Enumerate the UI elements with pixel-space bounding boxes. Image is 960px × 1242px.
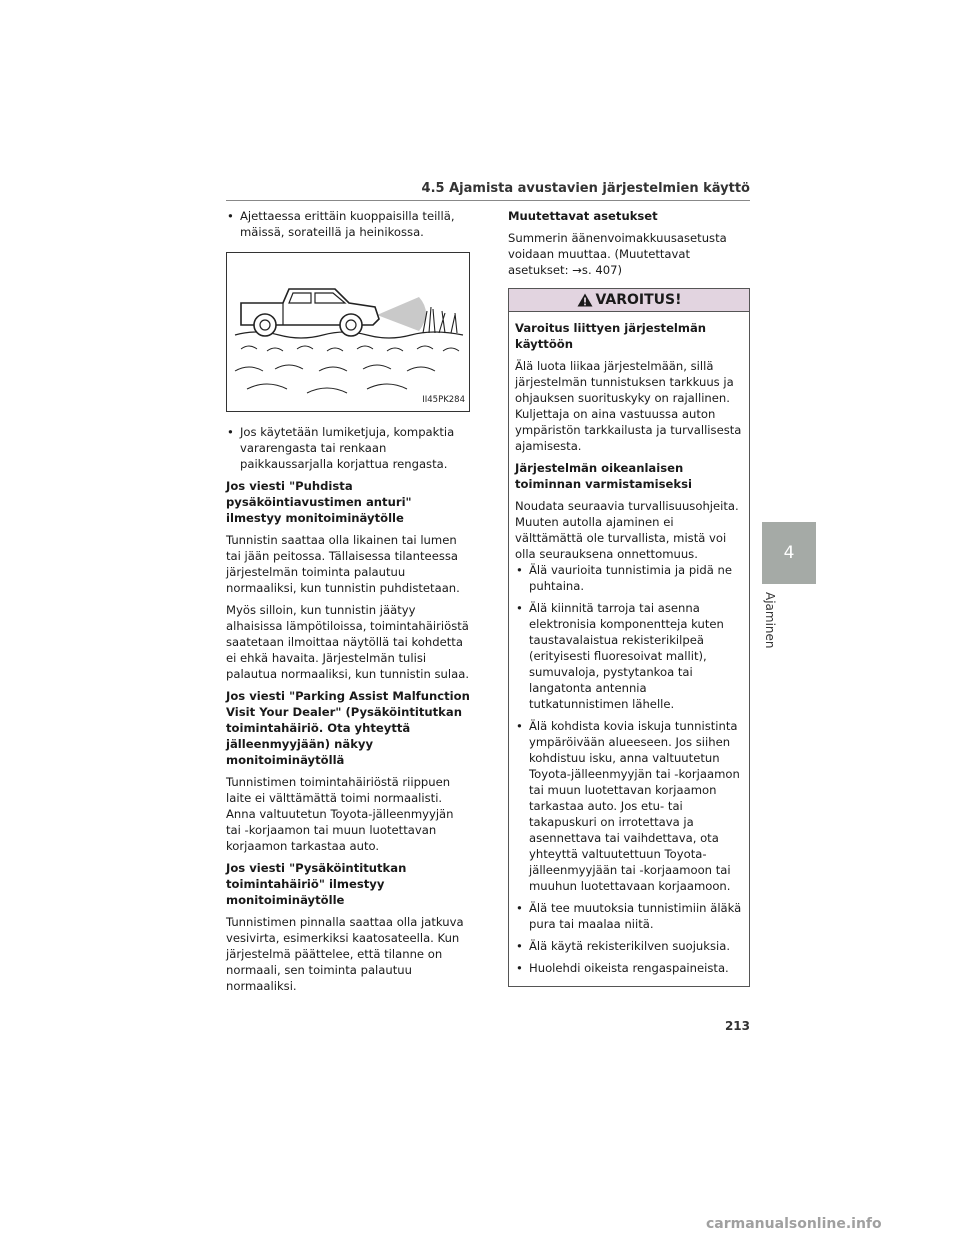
warning-heading-usage: Varoitus liittyen järjestelmän käyttöön xyxy=(515,321,707,351)
watermark: carmanualsonline.info xyxy=(706,1216,882,1232)
paragraph-buzzer-volume: Summerin äänenvoimakkuusasetusta voidaan muuttaa. (Muutettavat asetukset: →s. 407) xyxy=(508,231,727,277)
chapter-tab-label xyxy=(761,592,781,652)
heading-clean-sensor: Jos viesti "Puhdista pysäköintiavustimen anturi" ilmestyy monitoiminäytölle xyxy=(226,479,412,525)
warning-box xyxy=(508,288,750,987)
warning-bullet: • Älä tee muutoksia tunnistimiin äläkä pura tai maalaa niitä. xyxy=(515,900,743,932)
paragraph-sensor-frozen: Myös silloin, kun tunnistin jäätyy alhaisissa lämpötiloissa, toimintahäiriöstä saatetaan ilmoittaa näytöllä tai kohdetta ei ehkä havaita. Järjestelmän tulisi palautua normaaliksi, kun tunnistin sulaa. xyxy=(226,603,470,681)
warning-body xyxy=(509,312,749,986)
warning-paragraph-reliance: Älä luota liikaa järjestelmään, sillä järjestelmän tunnistuksen tarkkuus ja ohjauksen suorituskyky on rajallinen. Kuljettaja on aina vastuussa auton ympäristön tarkkailusta ja turvallisesta ajamisesta. xyxy=(515,359,742,453)
warning-bullet: • Älä käytä rekisterikilven suojuksia. xyxy=(515,938,743,954)
warning-title: VAROITUS! xyxy=(595,292,682,308)
chapter-tab: 4 xyxy=(762,522,816,584)
section-header: 4.5 Ajamista avustavien järjestelmien käyttö xyxy=(421,181,750,196)
page-number: 213 xyxy=(724,1019,750,1033)
warning-bullet: • Älä kiinnitä tarroja tai asenna elektronisia komponentteja kuten taustavalaistua rekisterikilpeä (erityisesti fluoresoivat mallit), sumuvaloja, pystytankoa tai langatonta antennia tutkatunnistimen lähelle. xyxy=(515,600,743,712)
warning-bullet: • Älä kohdista kovia iskuja tunnistinta ympäröivään alueeseen. Jos siihen kohdistuu isku, anna valtuutetun Toyota-jälleenmyyjän tai -korjaamon tai muun luotettavan korjaamon tarkastaa auto. Jos etu- tai takapuskuri on irrotettava ja asennettava tai vaihdettava, ota yhteyttä valtuutettuun Toyota-jälleenmyyjään tai -korjaamoon tai muuhun luotettavaan korjaamoon. xyxy=(515,718,743,894)
warning-header xyxy=(509,289,749,312)
warning-triangle-icon xyxy=(577,293,593,307)
paragraph-water-flow: Tunnistimen pinnalla saattaa olla jatkuva vesivirta, esimerkiksi kaatosateella. Kun järjestelmä päättelee, että tilanne on normaali, sen toiminta palautuu normaaliksi. xyxy=(226,915,464,993)
warning-bullet: • Huolehdi oikeista rengaspaineista. xyxy=(515,960,743,976)
heading-radar-malfunction: Jos viesti "Pysäköintitutkan toimintahäiriö" ilmestyy monitoiminäytölle xyxy=(226,861,407,907)
right-column xyxy=(508,208,750,987)
paragraph-sensor-dirty: Tunnistin saattaa olla likainen tai lumen tai jään peitossa. Tällaisessa tilanteessa järjestelmän toiminta palautuu normaaliksi, kun tunnistin puhdistetaan. xyxy=(226,533,460,595)
heading-settings: Muutettavat asetukset xyxy=(508,209,658,223)
bullet-rough-roads: • Ajettaessa erittäin kuoppaisilla teillä, mäissä, sorateillä ja heinikossa. xyxy=(226,208,470,240)
warning-heading-correct-operation: Järjestelmän oikeanlaisen toiminnan varmistamiseksi xyxy=(515,461,692,491)
warning-paragraph-safety: Noudata seuraavia turvallisuusohjeita. Muuten autolla ajaminen ei välttämättä ole turvallista, mistä voi olla seurauksena onnettomuus. xyxy=(515,499,739,561)
pickup-truck-in-grass-illustration xyxy=(227,253,469,411)
heading-parking-assist-malfunction: Jos viesti "Parking Assist Malfunction Visit Your Dealer" (Pysäköintitutkan toimintahäiriö. Ota yhteyttä jälleenmyyjään) näkyy monitoiminäytöllä xyxy=(226,689,470,767)
bullet-snow-chains: • Jos käytetään lumiketjuja, kompaktia vararengasta tai renkaan paikkaussarjalla korjattua rengasta. xyxy=(226,424,470,472)
paragraph-malfunction: Tunnistimen toimintahäiriöstä riippuen laite ei välttämättä toimi normaalisti. Anna valtuutetun Toyota-jälleenmyyjän tai -korjaamon tai muun luotettavan korjaamon tarkastaa auto. xyxy=(226,775,454,853)
chapter-label-text: Ajaminen xyxy=(763,592,777,649)
warning-bullet: • Älä vaurioita tunnistimia ja pidä ne puhtaina. xyxy=(515,562,743,594)
figure-code: II45PK284 xyxy=(422,395,465,405)
left-column xyxy=(226,208,470,1000)
header-rule xyxy=(226,200,750,201)
truck-illustration xyxy=(226,252,470,412)
